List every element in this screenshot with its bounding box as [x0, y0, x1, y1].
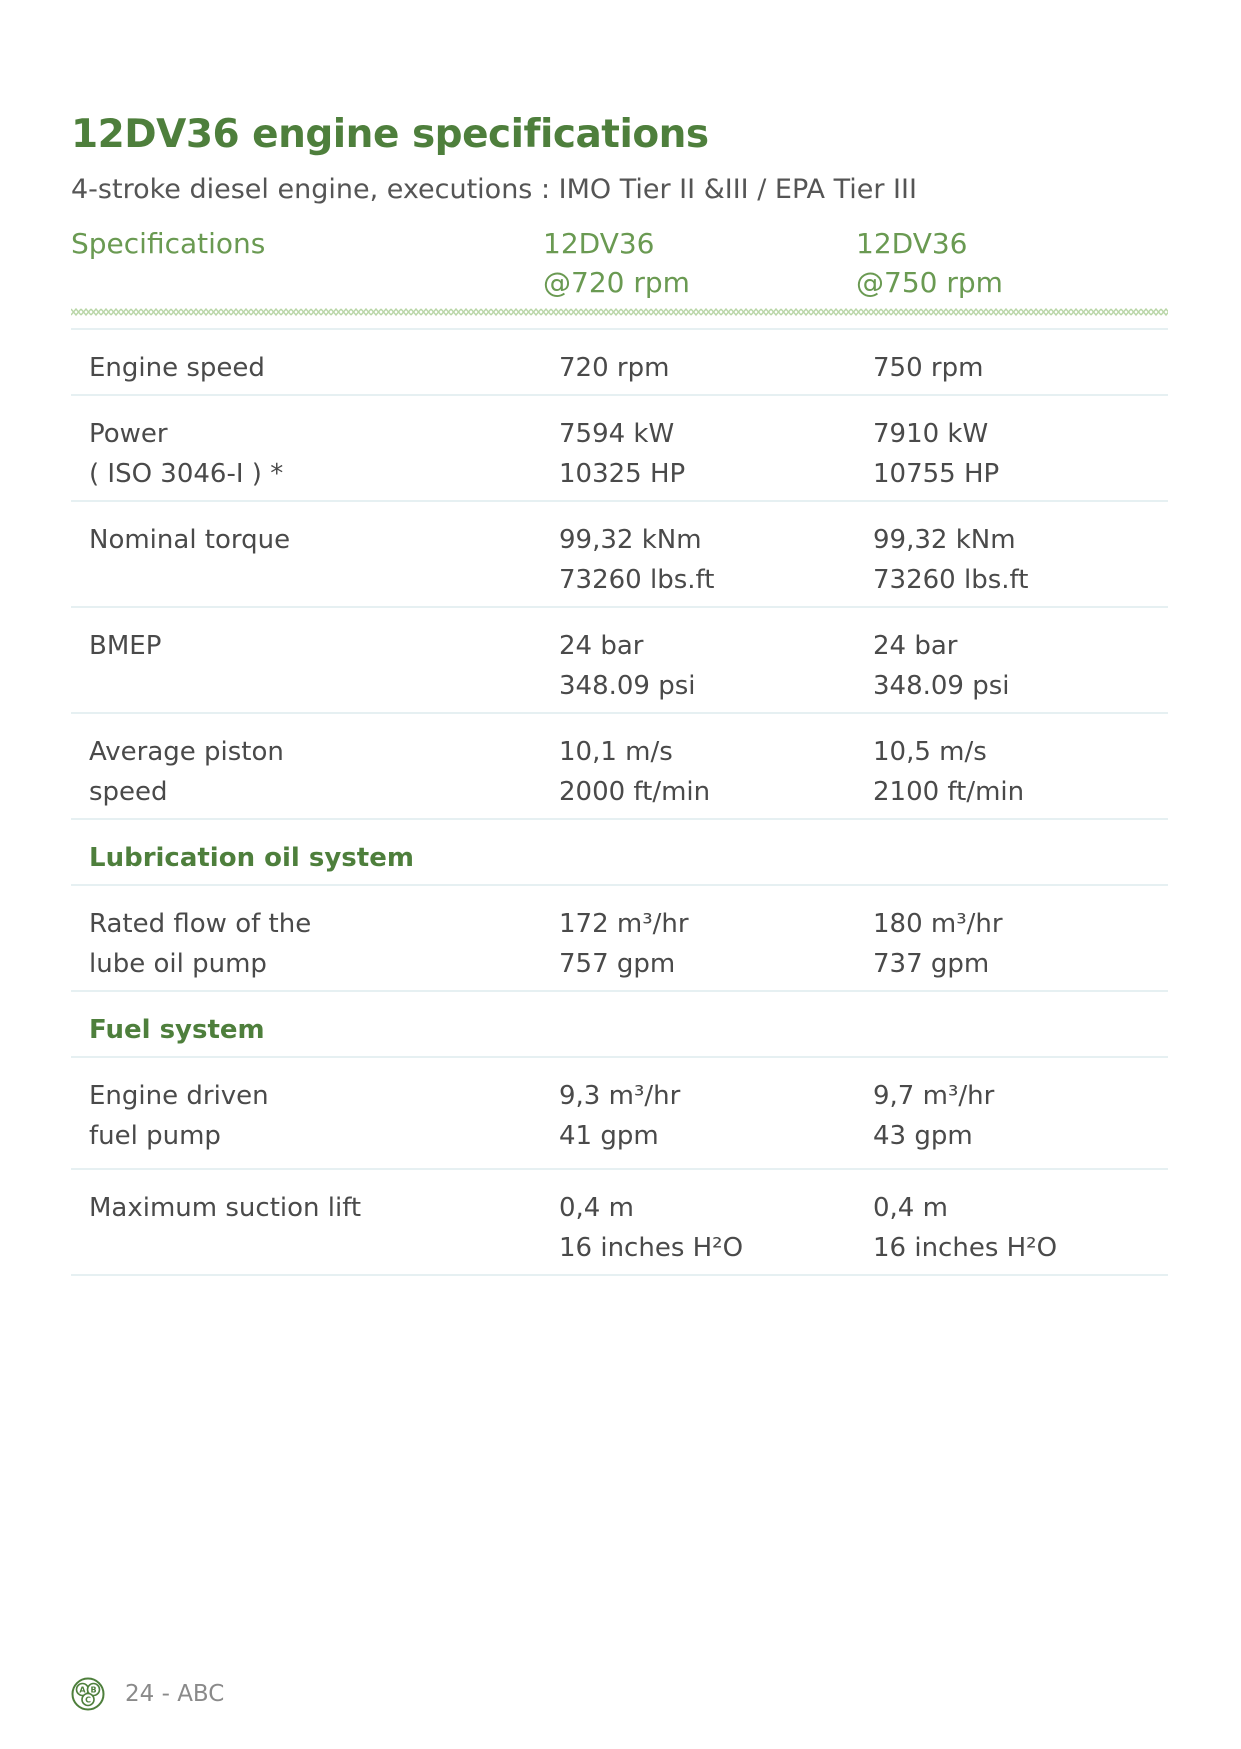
cell-line: 7910 kW — [873, 419, 989, 449]
cell-line: fuel pump — [89, 1121, 221, 1151]
cell-line: 16 inches H²O — [873, 1233, 1058, 1263]
cell-line: 720 rpm — [559, 353, 670, 383]
cell-line: Maximum suction lift — [89, 1193, 362, 1223]
table-row — [71, 712, 1168, 818]
value-720rpm — [559, 414, 685, 494]
row-label — [89, 732, 284, 812]
cell-line: speed — [89, 777, 168, 807]
column-header-750rpm — [856, 224, 1003, 302]
specifications-table — [71, 328, 1168, 1276]
column-header-label: Specifications — [71, 227, 266, 260]
cell-line: 99,32 kNm — [873, 525, 1016, 555]
value-750rpm — [873, 1076, 994, 1156]
value-720rpm — [559, 520, 714, 600]
column-header-speed: @720 rpm — [543, 266, 690, 299]
table-row — [71, 394, 1168, 500]
value-750rpm — [873, 1188, 1057, 1268]
cell-line: 9,3 m³/hr — [559, 1081, 681, 1111]
table-row — [71, 500, 1168, 606]
cell-line: Nominal torque — [89, 525, 291, 555]
row-label — [89, 626, 161, 666]
cell-line: 24 bar — [559, 631, 644, 661]
section-heading: Fuel system — [89, 1015, 265, 1045]
cell-line: 0,4 m — [873, 1193, 948, 1223]
cell-line: 10,5 m/s — [873, 737, 987, 767]
page-title: 12DV36 engine specifications — [71, 112, 709, 157]
row-label — [89, 520, 290, 560]
cell-line: ( ISO 3046-I ) * — [89, 459, 284, 489]
value-750rpm — [873, 520, 1028, 600]
value-720rpm — [559, 348, 669, 388]
cell-line: 24 bar — [873, 631, 958, 661]
row-label — [89, 1188, 361, 1228]
logo-letter-a: A — [79, 1685, 86, 1695]
table-row — [71, 884, 1168, 990]
cell-line: 757 gpm — [559, 949, 676, 979]
row-label — [89, 904, 311, 984]
cell-line: 16 inches H²O — [559, 1233, 744, 1263]
cell-line: 180 m³/hr — [873, 909, 1003, 939]
value-750rpm — [873, 414, 999, 494]
column-header-model: 12DV36 — [856, 227, 968, 260]
value-750rpm — [873, 732, 1024, 812]
column-header-specifications — [71, 224, 265, 263]
cell-line: lube oil pump — [89, 949, 267, 979]
cell-line: Average piston — [89, 737, 284, 767]
cell-line: 348.09 psi — [873, 671, 1010, 701]
cell-line: 10,1 m/s — [559, 737, 673, 767]
cell-line: 9,7 m³/hr — [873, 1081, 995, 1111]
cell-line: 750 rpm — [873, 353, 984, 383]
page-number: 24 - ABC — [125, 1681, 225, 1707]
cell-line: 2100 ft/min — [873, 777, 1025, 807]
table-row — [71, 328, 1168, 394]
value-720rpm — [559, 1188, 743, 1268]
value-720rpm — [559, 904, 689, 984]
cell-line: Engine driven — [89, 1081, 269, 1111]
cell-line: Power — [89, 419, 168, 449]
section-heading: Lubrication oil system — [89, 843, 414, 873]
page-subtitle: 4-stroke diesel engine, executions : IMO Tier II &III / EPA Tier III — [71, 174, 917, 205]
column-header-model: 12DV36 — [543, 227, 655, 260]
value-720rpm — [559, 626, 696, 706]
value-720rpm — [559, 732, 710, 812]
value-750rpm — [873, 626, 1010, 706]
row-label — [89, 1076, 269, 1156]
zigzag-divider — [71, 307, 1168, 317]
cell-line: 99,32 kNm — [559, 525, 702, 555]
table-row — [71, 1168, 1168, 1276]
cell-line: 0,4 m — [559, 1193, 634, 1223]
table-row — [71, 1056, 1168, 1168]
cell-line: 737 gpm — [873, 949, 990, 979]
row-label — [89, 348, 265, 388]
value-720rpm — [559, 1076, 680, 1156]
column-header-720rpm — [543, 224, 690, 302]
page-footer — [71, 1676, 224, 1712]
cell-line: 73260 lbs.ft — [559, 565, 715, 595]
table-row — [71, 606, 1168, 712]
column-header-speed: @750 rpm — [856, 266, 1003, 299]
cell-line: 41 gpm — [559, 1121, 659, 1151]
cell-line: BMEP — [89, 631, 162, 661]
cell-line: 73260 lbs.ft — [873, 565, 1029, 595]
cell-line: 43 gpm — [873, 1121, 973, 1151]
cell-line: 10325 HP — [559, 459, 686, 489]
row-label — [89, 414, 283, 494]
cell-line: 348.09 psi — [559, 671, 696, 701]
value-750rpm — [873, 348, 983, 388]
cell-line: Engine speed — [89, 353, 265, 383]
abc-logo-icon — [71, 1677, 105, 1711]
cell-line: 2000 ft/min — [559, 777, 711, 807]
cell-line: Rated flow of the — [89, 909, 312, 939]
logo-letter-c: C — [85, 1695, 91, 1705]
cell-line: 7594 kW — [559, 419, 675, 449]
value-750rpm — [873, 904, 1003, 984]
section-heading-row — [71, 990, 1168, 1056]
section-heading-row — [71, 818, 1168, 884]
cell-line: 10755 HP — [873, 459, 1000, 489]
cell-line: 172 m³/hr — [559, 909, 689, 939]
logo-letter-b: B — [90, 1685, 97, 1695]
